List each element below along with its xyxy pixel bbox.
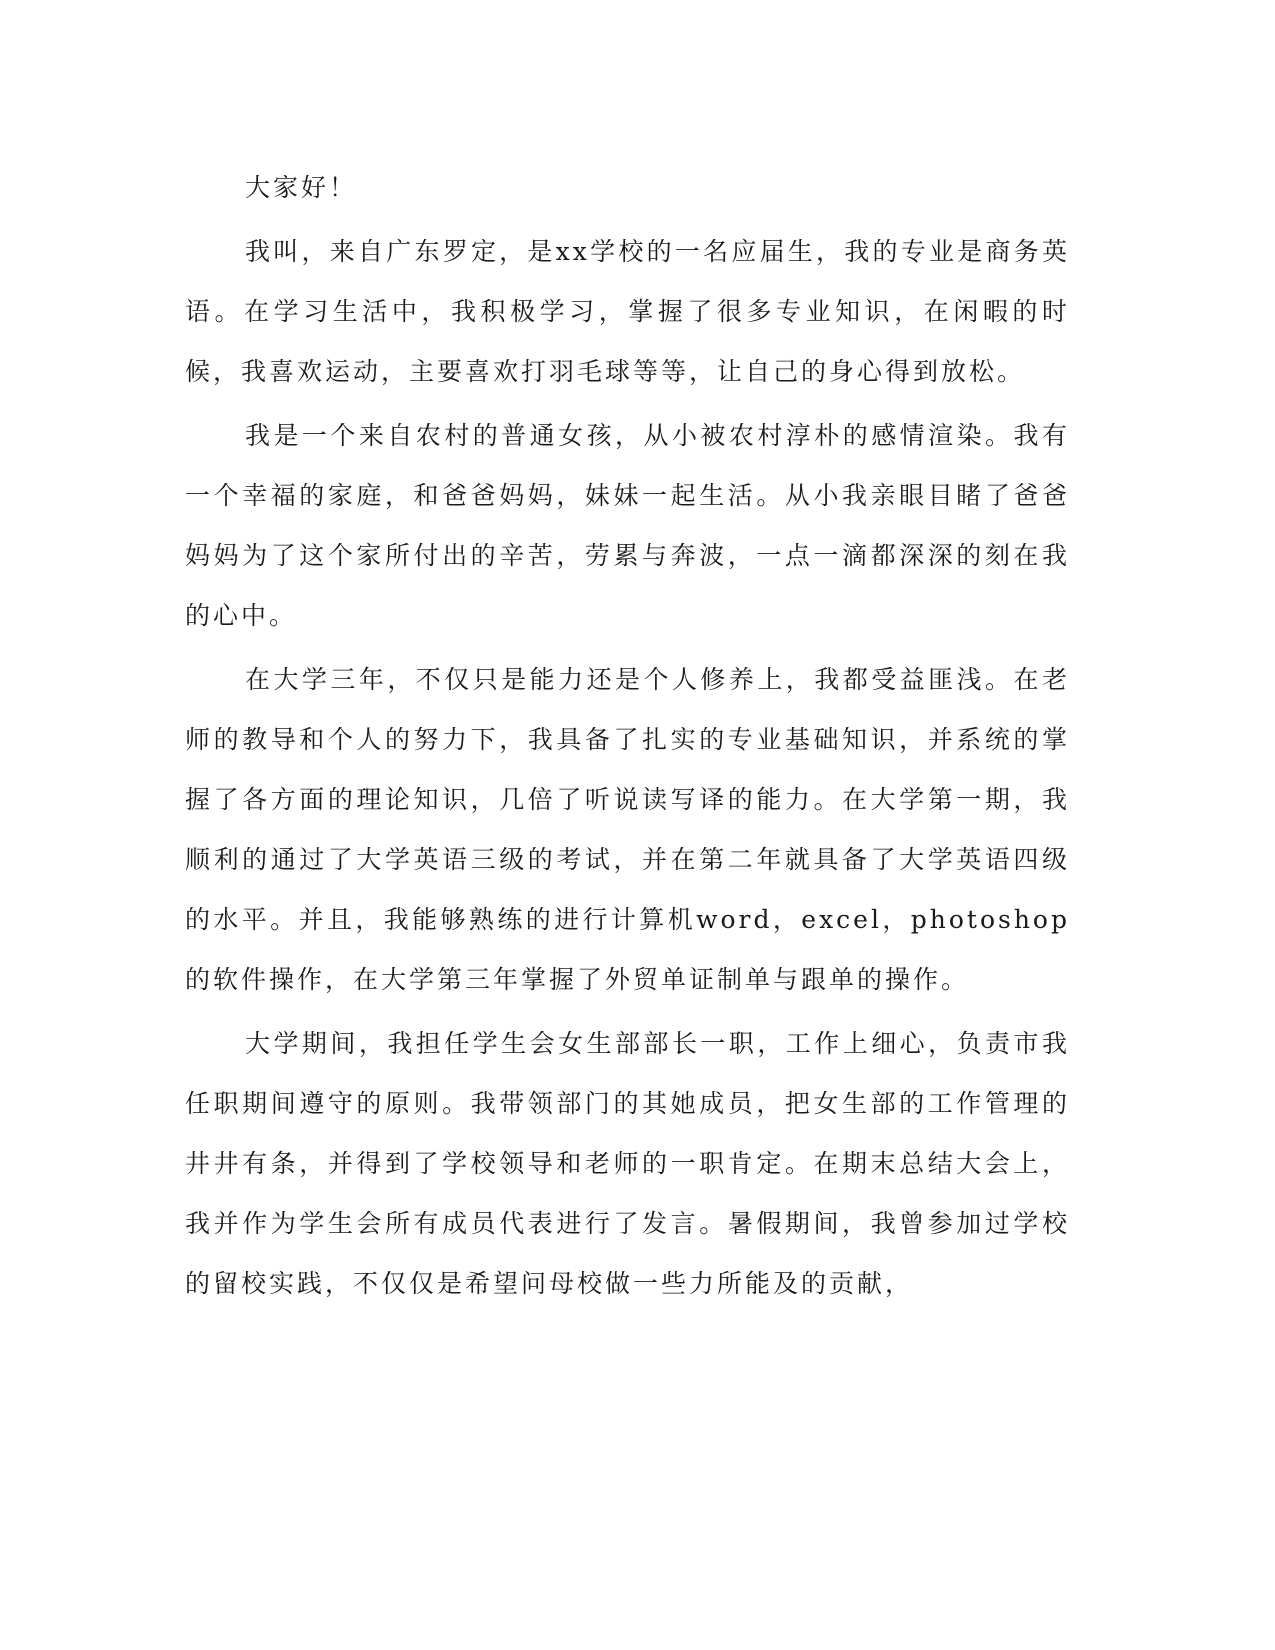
student-union-paragraph: 大学期间，我担任学生会女生部部长一职，工作上细心，负责市我任职期间遵守的原则。我带领部门的其她成员，把女生部的工作管理的井井有条，并得到了学校领导和老师的一职肯定。在期末总结大会上，我并作为学生会所有成员代表进行了发言。暑假期间，我曾参加过学校的留校实践，不仅仅是希望问母校做一些力所能及的贡献， — [185, 1029, 1070, 1298]
family-paragraph: 我是一个来自农村的普通女孩，从小被农村淳朴的感情渲染。我有一个幸福的家庭，和爸爸妈妈，妹妹一起生活。从小我亲眼目睹了爸爸妈妈为了这个家所付出的辛苦，劳累与奔波，一点一滴都深深的刻在我的心中。 — [185, 421, 1070, 630]
university-paragraph: 在大学三年，不仅只是能力还是个人修养上，我都受益匪浅。在老师的教导和个人的努力下，我具备了扎实的专业基础知识，并系统的掌握了各方面的理论知识，几倍了听说读写译的能力。在大学第一期，我顺利的通过了大学英语三级的考试，并在第二年就具备了大学英语四级的水平。并且，我能够熟练的进行计算机word，excel，photoshop的软件操作，在大学第三年掌握了外贸单证制单与跟单的操作。 — [185, 665, 1070, 994]
intro-paragraph: 我叫，来自广东罗定，是xx学校的一名应届生，我的专业是商务英语。在学习生活中，我积极学习，掌握了很多专业知识，在闲暇的时候，我喜欢运动，主要喜欢打羽毛球等等，让自己的身心得到放松。 — [185, 237, 1070, 386]
greeting-paragraph: 大家好！ — [245, 173, 358, 202]
document-body — [185, 158, 1070, 1318]
